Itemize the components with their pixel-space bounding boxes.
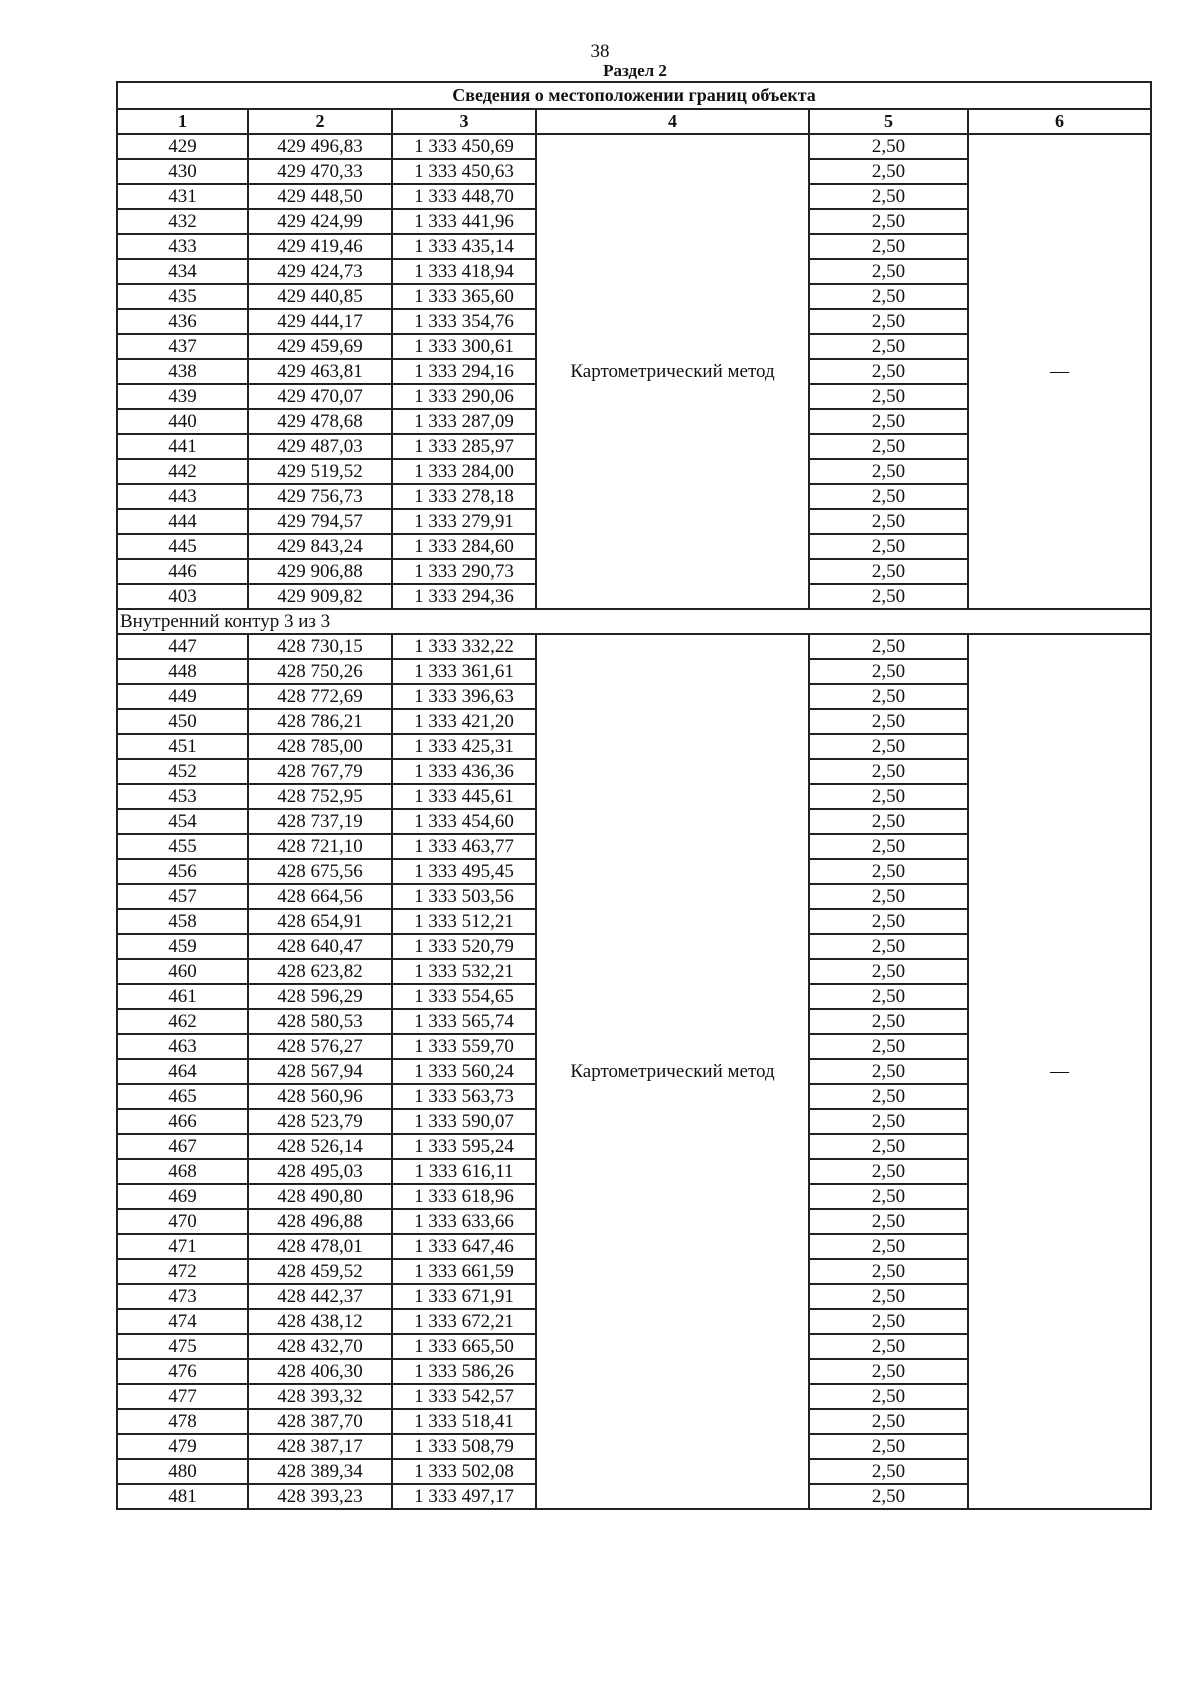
point-number-cell: 475 — [117, 1334, 248, 1359]
accuracy-cell: 2,50 — [809, 809, 968, 834]
point-number-cell: 443 — [117, 484, 248, 509]
column-header-3: 3 — [392, 109, 536, 134]
accuracy-cell: 2,50 — [809, 1184, 968, 1209]
accuracy-cell: 2,50 — [809, 759, 968, 784]
column-header-2: 2 — [248, 109, 392, 134]
accuracy-cell: 2,50 — [809, 1234, 968, 1259]
y-coordinate-cell: 1 333 595,24 — [392, 1134, 536, 1159]
accuracy-cell: 2,50 — [809, 234, 968, 259]
point-number-cell: 437 — [117, 334, 248, 359]
accuracy-cell: 2,50 — [809, 409, 968, 434]
accuracy-cell: 2,50 — [809, 1459, 968, 1484]
column-header-6: 6 — [968, 109, 1151, 134]
x-coordinate-cell: 428 438,12 — [248, 1309, 392, 1334]
column-header-5: 5 — [809, 109, 968, 134]
y-coordinate-cell: 1 333 361,61 — [392, 659, 536, 684]
accuracy-cell: 2,50 — [809, 384, 968, 409]
accuracy-cell: 2,50 — [809, 1334, 968, 1359]
point-number-cell: 467 — [117, 1134, 248, 1159]
x-coordinate-cell: 429 448,50 — [248, 184, 392, 209]
point-number-cell: 458 — [117, 909, 248, 934]
point-number-cell: 445 — [117, 534, 248, 559]
accuracy-cell: 2,50 — [809, 434, 968, 459]
y-coordinate-cell: 1 333 294,16 — [392, 359, 536, 384]
y-coordinate-cell: 1 333 463,77 — [392, 834, 536, 859]
point-number-cell: 441 — [117, 434, 248, 459]
point-number-cell: 444 — [117, 509, 248, 534]
y-coordinate-cell: 1 333 503,56 — [392, 884, 536, 909]
accuracy-cell: 2,50 — [809, 1434, 968, 1459]
y-coordinate-cell: 1 333 294,36 — [392, 584, 536, 609]
x-coordinate-cell: 429 470,07 — [248, 384, 392, 409]
accuracy-cell: 2,50 — [809, 584, 968, 609]
table-caption: Сведения о местоположении границ объекта — [117, 82, 1151, 109]
x-coordinate-cell: 428 730,15 — [248, 634, 392, 659]
x-coordinate-cell: 428 576,27 — [248, 1034, 392, 1059]
x-coordinate-cell: 428 772,69 — [248, 684, 392, 709]
x-coordinate-cell: 428 387,70 — [248, 1409, 392, 1434]
x-coordinate-cell: 428 389,34 — [248, 1459, 392, 1484]
accuracy-cell: 2,50 — [809, 934, 968, 959]
x-coordinate-cell: 429 496,83 — [248, 134, 392, 159]
point-number-cell: 432 — [117, 209, 248, 234]
x-coordinate-cell: 429 424,73 — [248, 259, 392, 284]
x-coordinate-cell: 428 442,37 — [248, 1284, 392, 1309]
method-cell: Картометрический метод — [536, 134, 809, 609]
y-coordinate-cell: 1 333 354,76 — [392, 309, 536, 334]
x-coordinate-cell: 428 478,01 — [248, 1234, 392, 1259]
point-number-cell: 449 — [117, 684, 248, 709]
boundary-coordinates-table — [116, 81, 1152, 1510]
accuracy-cell: 2,50 — [809, 634, 968, 659]
y-coordinate-cell: 1 333 279,91 — [392, 509, 536, 534]
accuracy-cell: 2,50 — [809, 309, 968, 334]
x-coordinate-cell: 429 794,57 — [248, 509, 392, 534]
point-number-cell: 403 — [117, 584, 248, 609]
y-coordinate-cell: 1 333 616,11 — [392, 1159, 536, 1184]
x-coordinate-cell: 428 721,10 — [248, 834, 392, 859]
point-number-cell: 470 — [117, 1209, 248, 1234]
point-number-cell: 446 — [117, 559, 248, 584]
y-coordinate-cell: 1 333 290,73 — [392, 559, 536, 584]
accuracy-cell: 2,50 — [809, 1084, 968, 1109]
y-coordinate-cell: 1 333 542,57 — [392, 1384, 536, 1409]
y-coordinate-cell: 1 333 502,08 — [392, 1459, 536, 1484]
page-number: 38 — [590, 41, 610, 62]
contour-label: Внутренний контур 3 из 3 — [117, 609, 1151, 634]
y-coordinate-cell: 1 333 520,79 — [392, 934, 536, 959]
x-coordinate-cell: 428 490,80 — [248, 1184, 392, 1209]
section-title: Раздел 2 — [603, 61, 667, 80]
accuracy-cell: 2,50 — [809, 1309, 968, 1334]
point-number-cell: 464 — [117, 1059, 248, 1084]
column-header-1: 1 — [117, 109, 248, 134]
accuracy-cell: 2,50 — [809, 359, 968, 384]
x-coordinate-cell: 428 495,03 — [248, 1159, 392, 1184]
x-coordinate-cell: 428 750,26 — [248, 659, 392, 684]
x-coordinate-cell: 428 785,00 — [248, 734, 392, 759]
accuracy-cell: 2,50 — [809, 1009, 968, 1034]
x-coordinate-cell: 429 444,17 — [248, 309, 392, 334]
accuracy-cell: 2,50 — [809, 1034, 968, 1059]
y-coordinate-cell: 1 333 618,96 — [392, 1184, 536, 1209]
x-coordinate-cell: 428 752,95 — [248, 784, 392, 809]
accuracy-cell: 2,50 — [809, 1159, 968, 1184]
point-number-cell: 473 — [117, 1284, 248, 1309]
x-coordinate-cell: 428 560,96 — [248, 1084, 392, 1109]
accuracy-cell: 2,50 — [809, 659, 968, 684]
accuracy-cell: 2,50 — [809, 159, 968, 184]
y-coordinate-cell: 1 333 332,22 — [392, 634, 536, 659]
x-coordinate-cell: 428 523,79 — [248, 1109, 392, 1134]
contour-label-row — [117, 609, 1151, 634]
table-row — [117, 134, 1151, 159]
description-cell: — — [968, 634, 1151, 1509]
x-coordinate-cell: 429 419,46 — [248, 234, 392, 259]
point-number-cell: 471 — [117, 1234, 248, 1259]
y-coordinate-cell: 1 333 554,65 — [392, 984, 536, 1009]
y-coordinate-cell: 1 333 647,46 — [392, 1234, 536, 1259]
point-number-cell: 481 — [117, 1484, 248, 1509]
point-number-cell: 474 — [117, 1309, 248, 1334]
point-number-cell: 431 — [117, 184, 248, 209]
accuracy-cell: 2,50 — [809, 1209, 968, 1234]
y-coordinate-cell: 1 333 445,61 — [392, 784, 536, 809]
x-coordinate-cell: 428 432,70 — [248, 1334, 392, 1359]
x-coordinate-cell: 428 567,94 — [248, 1059, 392, 1084]
x-coordinate-cell: 429 487,03 — [248, 434, 392, 459]
table-body — [117, 134, 1151, 1509]
y-coordinate-cell: 1 333 435,14 — [392, 234, 536, 259]
accuracy-cell: 2,50 — [809, 334, 968, 359]
x-coordinate-cell: 428 675,56 — [248, 859, 392, 884]
y-coordinate-cell: 1 333 450,69 — [392, 134, 536, 159]
point-number-cell: 478 — [117, 1409, 248, 1434]
accuracy-cell: 2,50 — [809, 684, 968, 709]
x-coordinate-cell: 429 843,24 — [248, 534, 392, 559]
point-number-cell: 455 — [117, 834, 248, 859]
accuracy-cell: 2,50 — [809, 459, 968, 484]
point-number-cell: 462 — [117, 1009, 248, 1034]
accuracy-cell: 2,50 — [809, 959, 968, 984]
accuracy-cell: 2,50 — [809, 984, 968, 1009]
point-number-cell: 453 — [117, 784, 248, 809]
point-number-cell: 469 — [117, 1184, 248, 1209]
x-coordinate-cell: 429 909,82 — [248, 584, 392, 609]
x-coordinate-cell: 428 640,47 — [248, 934, 392, 959]
accuracy-cell: 2,50 — [809, 1109, 968, 1134]
accuracy-cell: 2,50 — [809, 1134, 968, 1159]
x-coordinate-cell: 428 393,23 — [248, 1484, 392, 1509]
x-coordinate-cell: 428 786,21 — [248, 709, 392, 734]
x-coordinate-cell: 429 424,99 — [248, 209, 392, 234]
point-number-cell: 466 — [117, 1109, 248, 1134]
x-coordinate-cell: 428 767,79 — [248, 759, 392, 784]
y-coordinate-cell: 1 333 559,70 — [392, 1034, 536, 1059]
y-coordinate-cell: 1 333 518,41 — [392, 1409, 536, 1434]
y-coordinate-cell: 1 333 421,20 — [392, 709, 536, 734]
x-coordinate-cell: 429 440,85 — [248, 284, 392, 309]
point-number-cell: 433 — [117, 234, 248, 259]
point-number-cell: 438 — [117, 359, 248, 384]
accuracy-cell: 2,50 — [809, 559, 968, 584]
y-coordinate-cell: 1 333 665,50 — [392, 1334, 536, 1359]
column-header-4: 4 — [536, 109, 809, 134]
x-coordinate-cell: 428 393,32 — [248, 1384, 392, 1409]
accuracy-cell: 2,50 — [809, 534, 968, 559]
y-coordinate-cell: 1 333 278,18 — [392, 484, 536, 509]
y-coordinate-cell: 1 333 425,31 — [392, 734, 536, 759]
y-coordinate-cell: 1 333 436,36 — [392, 759, 536, 784]
table-caption-row — [117, 82, 1151, 109]
y-coordinate-cell: 1 333 560,24 — [392, 1059, 536, 1084]
x-coordinate-cell: 428 654,91 — [248, 909, 392, 934]
accuracy-cell: 2,50 — [809, 909, 968, 934]
x-coordinate-cell: 428 580,53 — [248, 1009, 392, 1034]
y-coordinate-cell: 1 333 454,60 — [392, 809, 536, 834]
point-number-cell: 468 — [117, 1159, 248, 1184]
accuracy-cell: 2,50 — [809, 509, 968, 534]
accuracy-cell: 2,50 — [809, 1059, 968, 1084]
x-coordinate-cell: 429 756,73 — [248, 484, 392, 509]
y-coordinate-cell: 1 333 365,60 — [392, 284, 536, 309]
point-number-cell: 442 — [117, 459, 248, 484]
point-number-cell: 476 — [117, 1359, 248, 1384]
x-coordinate-cell: 429 478,68 — [248, 409, 392, 434]
point-number-cell: 436 — [117, 309, 248, 334]
point-number-cell: 472 — [117, 1259, 248, 1284]
y-coordinate-cell: 1 333 671,91 — [392, 1284, 536, 1309]
x-coordinate-cell: 428 664,56 — [248, 884, 392, 909]
accuracy-cell: 2,50 — [809, 1284, 968, 1309]
y-coordinate-cell: 1 333 586,26 — [392, 1359, 536, 1384]
x-coordinate-cell: 429 463,81 — [248, 359, 392, 384]
y-coordinate-cell: 1 333 284,00 — [392, 459, 536, 484]
y-coordinate-cell: 1 333 563,73 — [392, 1084, 536, 1109]
x-coordinate-cell: 428 623,82 — [248, 959, 392, 984]
point-number-cell: 440 — [117, 409, 248, 434]
y-coordinate-cell: 1 333 450,63 — [392, 159, 536, 184]
y-coordinate-cell: 1 333 661,59 — [392, 1259, 536, 1284]
point-number-cell: 454 — [117, 809, 248, 834]
point-number-cell: 479 — [117, 1434, 248, 1459]
point-number-cell: 447 — [117, 634, 248, 659]
point-number-cell: 435 — [117, 284, 248, 309]
y-coordinate-cell: 1 333 512,21 — [392, 909, 536, 934]
point-number-cell: 465 — [117, 1084, 248, 1109]
accuracy-cell: 2,50 — [809, 859, 968, 884]
accuracy-cell: 2,50 — [809, 284, 968, 309]
y-coordinate-cell: 1 333 508,79 — [392, 1434, 536, 1459]
y-coordinate-cell: 1 333 497,17 — [392, 1484, 536, 1509]
point-number-cell: 459 — [117, 934, 248, 959]
x-coordinate-cell: 429 470,33 — [248, 159, 392, 184]
point-number-cell: 463 — [117, 1034, 248, 1059]
description-cell: — — [968, 134, 1151, 609]
y-coordinate-cell: 1 333 495,45 — [392, 859, 536, 884]
x-coordinate-cell: 429 906,88 — [248, 559, 392, 584]
y-coordinate-cell: 1 333 672,21 — [392, 1309, 536, 1334]
point-number-cell: 439 — [117, 384, 248, 409]
y-coordinate-cell: 1 333 590,07 — [392, 1109, 536, 1134]
point-number-cell: 477 — [117, 1384, 248, 1409]
x-coordinate-cell: 428 526,14 — [248, 1134, 392, 1159]
accuracy-cell: 2,50 — [809, 1359, 968, 1384]
point-number-cell: 461 — [117, 984, 248, 1009]
point-number-cell: 429 — [117, 134, 248, 159]
y-coordinate-cell: 1 333 284,60 — [392, 534, 536, 559]
point-number-cell: 448 — [117, 659, 248, 684]
accuracy-cell: 2,50 — [809, 1409, 968, 1434]
y-coordinate-cell: 1 333 565,74 — [392, 1009, 536, 1034]
x-coordinate-cell: 428 387,17 — [248, 1434, 392, 1459]
accuracy-cell: 2,50 — [809, 484, 968, 509]
point-number-cell: 451 — [117, 734, 248, 759]
y-coordinate-cell: 1 333 290,06 — [392, 384, 536, 409]
y-coordinate-cell: 1 333 285,97 — [392, 434, 536, 459]
y-coordinate-cell: 1 333 300,61 — [392, 334, 536, 359]
accuracy-cell: 2,50 — [809, 134, 968, 159]
x-coordinate-cell: 428 459,52 — [248, 1259, 392, 1284]
accuracy-cell: 2,50 — [809, 734, 968, 759]
accuracy-cell: 2,50 — [809, 209, 968, 234]
x-coordinate-cell: 428 596,29 — [248, 984, 392, 1009]
point-number-cell: 480 — [117, 1459, 248, 1484]
point-number-cell: 452 — [117, 759, 248, 784]
y-coordinate-cell: 1 333 633,66 — [392, 1209, 536, 1234]
point-number-cell: 456 — [117, 859, 248, 884]
y-coordinate-cell: 1 333 448,70 — [392, 184, 536, 209]
point-number-cell: 434 — [117, 259, 248, 284]
point-number-cell: 430 — [117, 159, 248, 184]
x-coordinate-cell: 428 737,19 — [248, 809, 392, 834]
accuracy-cell: 2,50 — [809, 784, 968, 809]
accuracy-cell: 2,50 — [809, 884, 968, 909]
y-coordinate-cell: 1 333 287,09 — [392, 409, 536, 434]
point-number-cell: 457 — [117, 884, 248, 909]
point-number-cell: 460 — [117, 959, 248, 984]
method-cell: Картометрический метод — [536, 634, 809, 1509]
accuracy-cell: 2,50 — [809, 1384, 968, 1409]
accuracy-cell: 2,50 — [809, 1259, 968, 1284]
x-coordinate-cell: 429 459,69 — [248, 334, 392, 359]
accuracy-cell: 2,50 — [809, 259, 968, 284]
accuracy-cell: 2,50 — [809, 709, 968, 734]
column-header-row — [117, 109, 1151, 134]
accuracy-cell: 2,50 — [809, 184, 968, 209]
point-number-cell: 450 — [117, 709, 248, 734]
table-row — [117, 634, 1151, 659]
x-coordinate-cell: 429 519,52 — [248, 459, 392, 484]
x-coordinate-cell: 428 406,30 — [248, 1359, 392, 1384]
y-coordinate-cell: 1 333 396,63 — [392, 684, 536, 709]
y-coordinate-cell: 1 333 532,21 — [392, 959, 536, 984]
x-coordinate-cell: 428 496,88 — [248, 1209, 392, 1234]
accuracy-cell: 2,50 — [809, 834, 968, 859]
y-coordinate-cell: 1 333 418,94 — [392, 259, 536, 284]
y-coordinate-cell: 1 333 441,96 — [392, 209, 536, 234]
accuracy-cell: 2,50 — [809, 1484, 968, 1509]
